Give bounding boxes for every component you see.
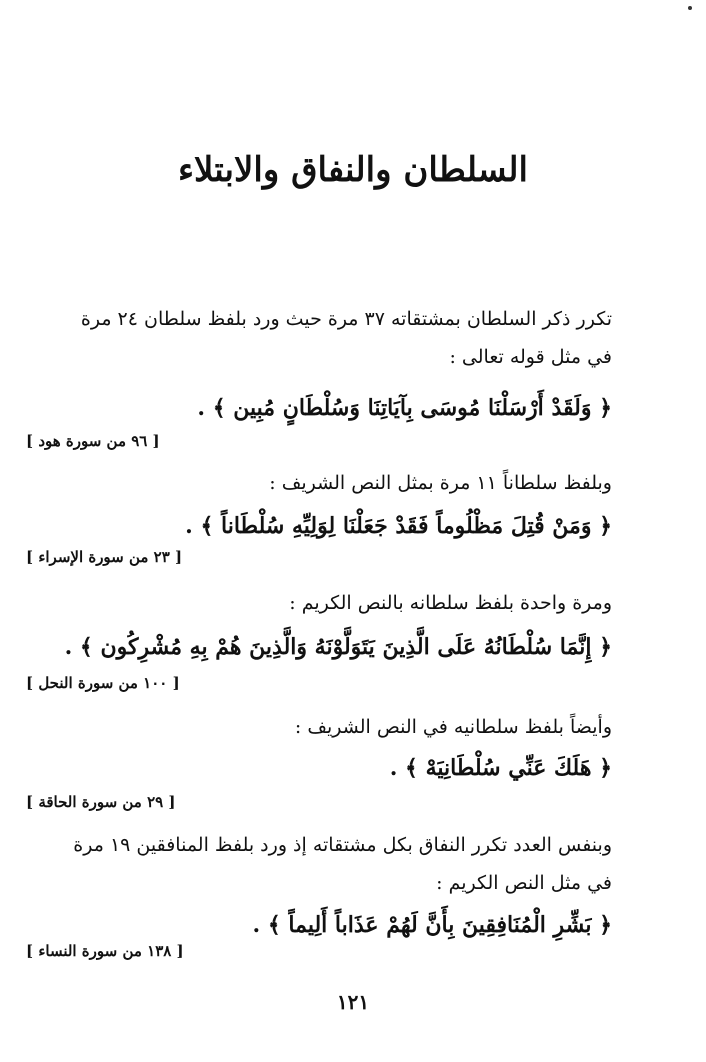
paragraph-5: وبنفس العدد تكرر النفاق بكل مشتقاته إذ ورد بلفظ المنافقين ١٩ مرة في مثل النص الكريم : [73,834,612,894]
verse-2: ﴿ وَمَنْ قُتِلَ مَظْلُوماً فَقَدْ جَعَلْنَا لِوَلِيِّهِ سُلْطَاناً ﴾ . [185,513,612,539]
verse-4: ﴿ هَلَكَ عَنِّي سُلْطَانِيَهْ ﴾ . [389,755,612,781]
reference-4: [ ٢٩ من سورة الحاقة ] [26,793,176,811]
chapter-title: السلطان والنفاق والابتلاء [178,150,528,190]
reference-2: [ ٢٣ من سورة الإسراء ] [26,548,183,566]
paragraph-3: ومرة واحدة بلفظ سلطانه بالنص الكريم : [289,592,612,614]
verse-3: ﴿ إِنَّمَا سُلْطَانُهُ عَلَى الَّذِينَ يَتَوَلَّوْنَهُ وَالَّذِينَ هُمْ بِهِ مُشْرِكُون ﴾ . [64,634,612,660]
reference-1: [ ٩٦ من سورة هود ] [26,432,160,450]
paragraph-1: تكرر ذكر السلطان بمشتقاته ٣٧ مرة حيث ورد بلفظ سلطان ٢٤ مرة في مثل قوله تعالى : [80,308,612,368]
reference-5: [ ١٣٨ من سورة النساء ] [26,942,184,960]
corner-mark [688,6,692,10]
page-number: ١٢١ [336,990,370,1014]
paragraph-4: وأيضاً بلفظ سلطانيه في النص الشريف : [294,716,612,738]
reference-3: [ ١٠٠ من سورة النحل ] [26,674,180,692]
paragraph-2: وبلفظ سلطاناً ١١ مرة بمثل النص الشريف : [269,472,612,494]
verse-5: ﴿ بَشِّرِ الْمُنَافِقِينَ بِأَنَّ لَهُمْ عَذَاباً أَلِيماً ﴾ . [252,912,612,938]
verse-1: ﴿ وَلَقَدْ أَرْسَلْنَا مُوسَى بِآيَاتِنَا وَسُلْطَانٍ مُبِين ﴾ . [197,395,612,421]
